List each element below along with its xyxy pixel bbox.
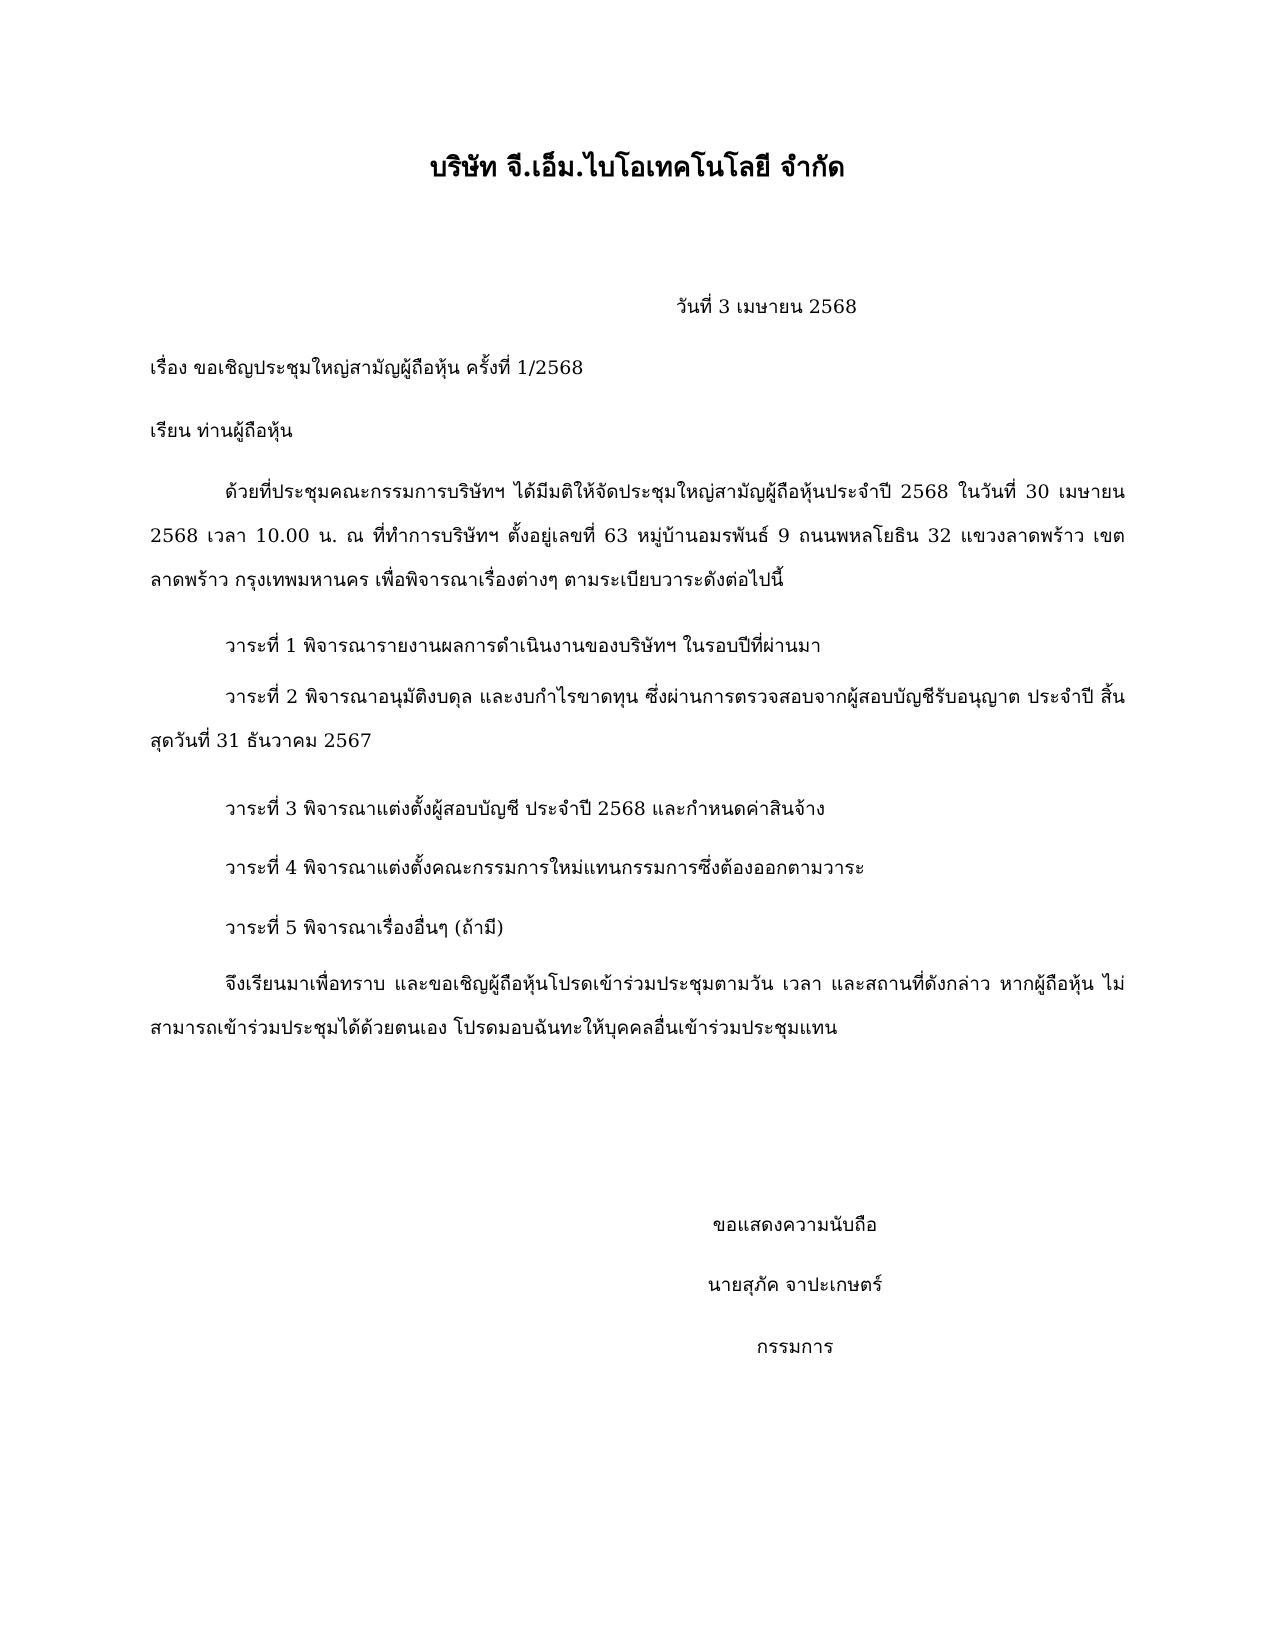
company-name-heading: บริษัท จี.เอ็ม.ไบโอเทคโนโลยี จำกัด xyxy=(429,152,846,183)
agenda-item-3: วาระที่ 3 พิจารณาแต่งตั้งผู้สอบบัญชี ประจำปี 2568 และกำหนดค่าสินจ้าง xyxy=(225,798,826,820)
letter-subject: เรื่อง ขอเชิญประชุมใหญ่สามัญผู้ถือหุ้น ครั้งที่ 1/2568 xyxy=(150,357,584,379)
agenda-item-1: วาระที่ 1 พิจารณารายงานผลการดำเนินงานของบริษัทฯ ในรอบปีที่ผ่านมา xyxy=(225,635,821,657)
signature-regards: ขอแสดงความนับถือ xyxy=(712,1214,878,1236)
signatory-position: กรรมการ xyxy=(756,1336,834,1358)
agenda-item-2: วาระที่ 2 พิจารณาอนุมัติงบดุล และงบกำไรขาดทุน ซึ่งผ่านการตรวจสอบจากผู้สอบบัญชีรับอนุญาต ประจำปี สิ้นสุดวันที่ 31 ธันวาคม 2567 xyxy=(150,686,1125,752)
closing-paragraph: จึงเรียนมาเพื่อทราบ และขอเชิญผู้ถือหุ้นโปรดเข้าร่วมประชุมตามวัน เวลา และสถานที่ดังกล่าว หากผู้ถือหุ้น ไม่สามารถเข้าร่วมประชุมได้ด้วยตนเอง โปรดมอบฉันทะให้บุคคลอื่นเข้าร่วมประชุมแทน xyxy=(150,973,1125,1039)
agenda-item-4: วาระที่ 4 พิจารณาแต่งตั้งคณะกรรมการใหม่แทนกรรมการซึ่งต้องออกตามวาระ xyxy=(225,857,865,879)
signatory-name: นายสุภัค จาปะเกษตร์ xyxy=(707,1274,883,1296)
letter-date: วันที่ 3 เมษายน 2568 xyxy=(676,296,858,318)
intro-paragraph: ด้วยที่ประชุมคณะกรรมการบริษัทฯ ได้มีมติให้จัดประชุมใหญ่สามัญผู้ถือหุ้นประจำปี 2568 ในวันที่ 30 เมษายน 2568 เวลา 10.00 น. ณ ที่ทำการบริษัทฯ ตั้งอยู่เลขที่ 63 หมู่บ้านอมรพันธ์ 9 ถนนพหลโยธิน 32 แขวงลาดพร้าว เขตลาดพร้าว กรุงเทพมหานคร เพื่อพิจารณาเรื่องต่างๆ ตามระเบียบวาระดังต่อไปนี้ xyxy=(150,481,1125,591)
agenda-item-5: วาระที่ 5 พิจารณาเรื่องอื่นๆ (ถ้ามี) xyxy=(225,917,504,939)
letter-salutation: เรียน ท่านผู้ถือหุ้น xyxy=(150,420,293,442)
